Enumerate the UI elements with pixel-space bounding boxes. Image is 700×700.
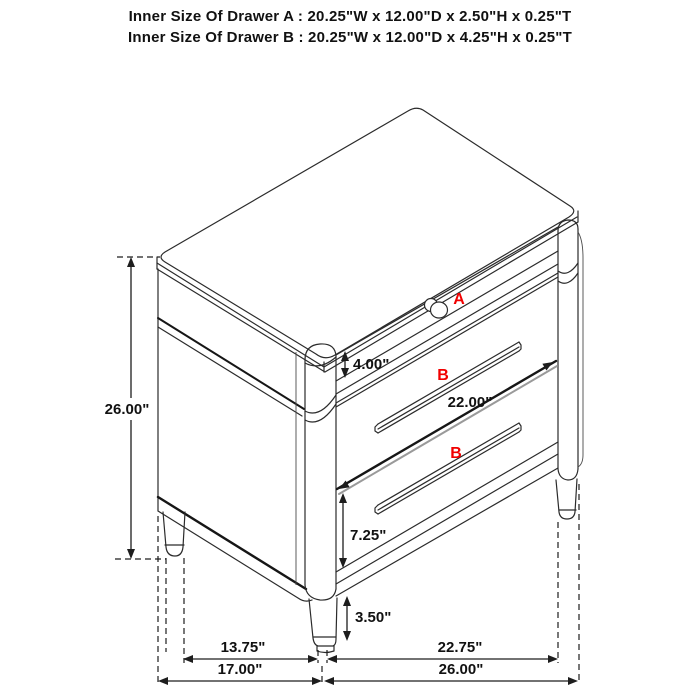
drawer-inner-width-label: 22.00" [447,394,493,411]
inner-size-header [0,6,700,48]
width-leg-span-label: 22.75" [437,639,483,656]
depth-leg-span-label: 13.75" [220,639,266,656]
drawer-b-bottom-handle [375,423,521,514]
front-leg [309,598,337,653]
drawer-b-bottom-label: B [450,445,462,462]
nightstand-figure [0,48,700,700]
inner-size-drawer-a-text: Inner Size Of Drawer A : 20.25"W x 12.00"D x 2.50"H x 0.25"T [128,8,572,25]
dim-depth-leg-span [183,639,318,663]
drawer-b-middle-handle [375,342,521,433]
front-left-post [305,344,336,600]
inner-size-drawer-b-text: Inner Size Of Drawer B : 20.25"W x 12.00"D x 4.25"H x 0.25"T [128,29,572,46]
dim-overall-width [324,661,578,685]
drawer-b-middle-label: B [437,367,449,384]
right-leg [556,479,577,519]
dim-width-leg-span [327,639,558,663]
bottom-drawer-front-height-label: 7.25" [350,527,387,544]
back-left-leg [163,512,185,556]
top-slab [157,108,578,372]
overall-width-label: 26.00" [438,661,484,678]
leg-height-label: 3.50" [355,609,392,626]
dim-overall-height [105,257,150,559]
dim-leg-height [343,596,391,641]
nightstand-drawing [0,48,700,700]
drawer-a-label: A [453,291,465,308]
overall-depth-label: 17.00" [217,661,263,678]
right-post [558,220,583,480]
dim-overall-depth [158,661,322,685]
top-section-height-label: 4.00" [353,356,390,373]
overall-height-label: 26.00" [104,401,150,418]
left-side-panel [158,269,312,601]
